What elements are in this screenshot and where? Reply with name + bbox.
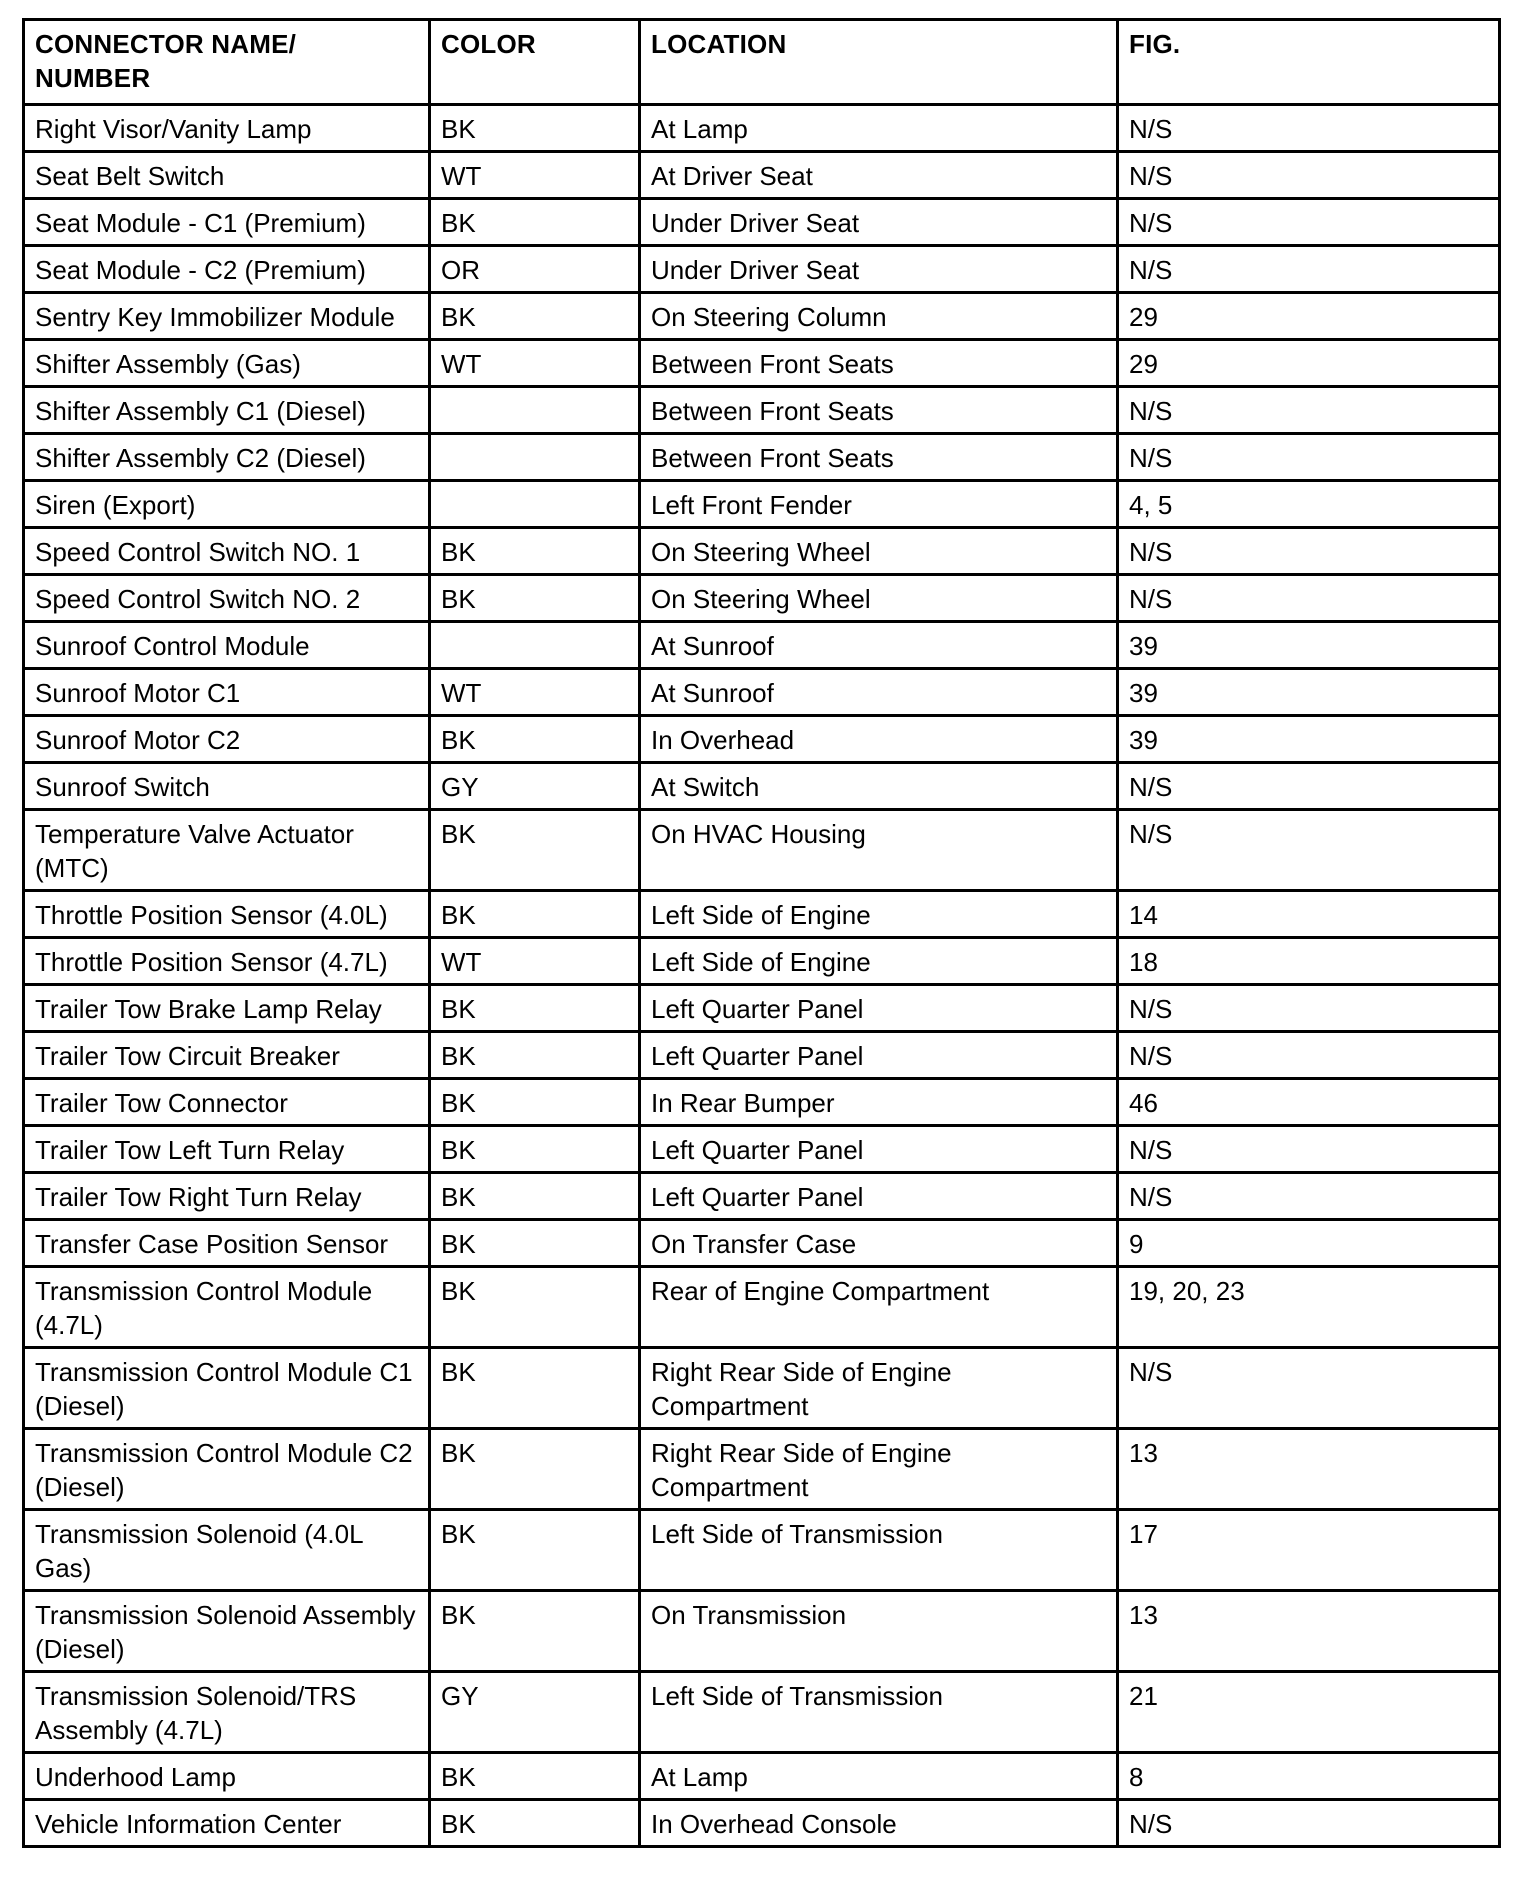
location-cell: In Rear Bumper — [640, 1079, 1118, 1126]
location-cell: At Sunroof — [640, 622, 1118, 669]
color-cell: WT — [430, 340, 640, 387]
document-page — [22, 18, 1498, 1848]
location-cell: On Steering Wheel — [640, 528, 1118, 575]
table-row — [24, 1267, 1500, 1348]
fig-cell: N/S — [1118, 246, 1500, 293]
fig-cell: N/S — [1118, 810, 1500, 891]
location-cell: Left Side of Transmission — [640, 1510, 1118, 1591]
color-cell: GY — [430, 763, 640, 810]
color-cell: BK — [430, 985, 640, 1032]
location-cell: Left Quarter Panel — [640, 1173, 1118, 1220]
location-cell: On Transfer Case — [640, 1220, 1118, 1267]
connector-name-cell: Sunroof Control Module — [24, 622, 430, 669]
connector-name-cell: Transmission Solenoid (4.0L Gas) — [24, 1510, 430, 1591]
table-row — [24, 1173, 1500, 1220]
connector-name-cell: Throttle Position Sensor (4.7L) — [24, 938, 430, 985]
table-row — [24, 669, 1500, 716]
color-cell: BK — [430, 810, 640, 891]
table-row — [24, 528, 1500, 575]
table-row — [24, 891, 1500, 938]
fig-cell: N/S — [1118, 1348, 1500, 1429]
location-cell: Under Driver Seat — [640, 246, 1118, 293]
connector-name-cell: Shifter Assembly (Gas) — [24, 340, 430, 387]
location-cell: In Overhead — [640, 716, 1118, 763]
fig-cell: N/S — [1118, 152, 1500, 199]
connector-name-cell: Transfer Case Position Sensor — [24, 1220, 430, 1267]
color-cell — [430, 434, 640, 481]
table-row — [24, 293, 1500, 340]
fig-cell: N/S — [1118, 763, 1500, 810]
color-cell: BK — [430, 1267, 640, 1348]
fig-cell: N/S — [1118, 434, 1500, 481]
color-cell — [430, 481, 640, 528]
connector-name-cell: Temperature Valve Actuator (MTC) — [24, 810, 430, 891]
table-row — [24, 1079, 1500, 1126]
connector-name-cell: Transmission Control Module C2 (Diesel) — [24, 1429, 430, 1510]
table-row — [24, 1348, 1500, 1429]
connector-name-cell: Right Visor/Vanity Lamp — [24, 105, 430, 152]
fig-cell: N/S — [1118, 105, 1500, 152]
header-location: LOCATION — [640, 20, 1118, 105]
connector-name-cell: Sunroof Switch — [24, 763, 430, 810]
fig-cell: 8 — [1118, 1753, 1500, 1800]
location-cell: Left Side of Transmission — [640, 1672, 1118, 1753]
location-cell: On HVAC Housing — [640, 810, 1118, 891]
fig-cell: 14 — [1118, 891, 1500, 938]
location-cell: Left Side of Engine — [640, 938, 1118, 985]
fig-cell: N/S — [1118, 199, 1500, 246]
connector-name-cell: Sunroof Motor C2 — [24, 716, 430, 763]
fig-cell: N/S — [1118, 985, 1500, 1032]
fig-cell: N/S — [1118, 1800, 1500, 1847]
fig-cell: 13 — [1118, 1429, 1500, 1510]
location-cell: Left Quarter Panel — [640, 985, 1118, 1032]
color-cell: WT — [430, 669, 640, 716]
header-row — [24, 20, 1500, 105]
color-cell: BK — [430, 293, 640, 340]
fig-cell: N/S — [1118, 1126, 1500, 1173]
connector-name-cell: Sentry Key Immobilizer Module — [24, 293, 430, 340]
color-cell: BK — [430, 1753, 640, 1800]
color-cell: BK — [430, 1591, 640, 1672]
color-cell: BK — [430, 1079, 640, 1126]
table-row — [24, 1510, 1500, 1591]
connector-name-cell: Transmission Control Module (4.7L) — [24, 1267, 430, 1348]
fig-cell: 39 — [1118, 716, 1500, 763]
fig-cell: N/S — [1118, 1173, 1500, 1220]
location-cell: Left Front Fender — [640, 481, 1118, 528]
color-cell: BK — [430, 105, 640, 152]
color-cell: BK — [430, 1126, 640, 1173]
location-cell: At Driver Seat — [640, 152, 1118, 199]
location-cell: Between Front Seats — [640, 387, 1118, 434]
color-cell: BK — [430, 199, 640, 246]
fig-cell: 21 — [1118, 1672, 1500, 1753]
table-row — [24, 481, 1500, 528]
connector-name-cell: Sunroof Motor C1 — [24, 669, 430, 716]
connector-name-cell: Vehicle Information Center — [24, 1800, 430, 1847]
fig-cell: 19, 20, 23 — [1118, 1267, 1500, 1348]
color-cell: BK — [430, 1510, 640, 1591]
color-cell: OR — [430, 246, 640, 293]
location-cell: Left Quarter Panel — [640, 1126, 1118, 1173]
table-row — [24, 340, 1500, 387]
fig-cell: N/S — [1118, 528, 1500, 575]
connector-name-cell: Trailer Tow Circuit Breaker — [24, 1032, 430, 1079]
color-cell: BK — [430, 575, 640, 622]
location-cell: Between Front Seats — [640, 434, 1118, 481]
fig-cell: N/S — [1118, 1032, 1500, 1079]
table-row — [24, 387, 1500, 434]
connector-name-cell: Transmission Control Module C1 (Diesel) — [24, 1348, 430, 1429]
table-row — [24, 1753, 1500, 1800]
table-row — [24, 622, 1500, 669]
color-cell: BK — [430, 1348, 640, 1429]
connector-name-cell: Speed Control Switch NO. 2 — [24, 575, 430, 622]
location-cell: Under Driver Seat — [640, 199, 1118, 246]
connector-name-cell: Seat Module - C2 (Premium) — [24, 246, 430, 293]
color-cell: WT — [430, 152, 640, 199]
connector-name-cell: Speed Control Switch NO. 1 — [24, 528, 430, 575]
location-cell: On Steering Wheel — [640, 575, 1118, 622]
connector-name-cell: Siren (Export) — [24, 481, 430, 528]
table-row — [24, 105, 1500, 152]
fig-cell: 13 — [1118, 1591, 1500, 1672]
table-row — [24, 246, 1500, 293]
table-row — [24, 1126, 1500, 1173]
connector-name-cell: Shifter Assembly C2 (Diesel) — [24, 434, 430, 481]
color-cell: BK — [430, 716, 640, 763]
table-body — [24, 105, 1500, 1847]
color-cell: BK — [430, 1173, 640, 1220]
connector-name-cell: Seat Belt Switch — [24, 152, 430, 199]
fig-cell: N/S — [1118, 387, 1500, 434]
location-cell: At Switch — [640, 763, 1118, 810]
connector-name-cell: Transmission Solenoid/TRS Assembly (4.7L) — [24, 1672, 430, 1753]
connector-name-cell: Seat Module - C1 (Premium) — [24, 199, 430, 246]
table-row — [24, 575, 1500, 622]
location-cell: At Sunroof — [640, 669, 1118, 716]
table-row — [24, 199, 1500, 246]
header-color: COLOR — [430, 20, 640, 105]
color-cell: BK — [430, 1032, 640, 1079]
fig-cell: 17 — [1118, 1510, 1500, 1591]
connector-name-cell: Transmission Solenoid Assembly (Diesel) — [24, 1591, 430, 1672]
location-cell: Right Rear Side of Engine Compartment — [640, 1348, 1118, 1429]
fig-cell: 46 — [1118, 1079, 1500, 1126]
location-cell: On Steering Column — [640, 293, 1118, 340]
fig-cell: N/S — [1118, 575, 1500, 622]
fig-cell: 4, 5 — [1118, 481, 1500, 528]
location-cell: Left Side of Engine — [640, 891, 1118, 938]
connector-name-cell: Trailer Tow Brake Lamp Relay — [24, 985, 430, 1032]
color-cell — [430, 622, 640, 669]
location-cell: At Lamp — [640, 105, 1118, 152]
location-cell: Rear of Engine Compartment — [640, 1267, 1118, 1348]
table-row — [24, 1429, 1500, 1510]
table-row — [24, 938, 1500, 985]
header-connector-name: CONNECTOR NAME/ NUMBER — [24, 20, 430, 105]
fig-cell: 29 — [1118, 340, 1500, 387]
connector-table — [22, 18, 1501, 1848]
connector-name-cell: Underhood Lamp — [24, 1753, 430, 1800]
location-cell: Left Quarter Panel — [640, 1032, 1118, 1079]
fig-cell: 18 — [1118, 938, 1500, 985]
color-cell: BK — [430, 528, 640, 575]
fig-cell: 9 — [1118, 1220, 1500, 1267]
color-cell: BK — [430, 1220, 640, 1267]
location-cell: Right Rear Side of Engine Compartment — [640, 1429, 1118, 1510]
location-cell: Between Front Seats — [640, 340, 1118, 387]
color-cell: BK — [430, 891, 640, 938]
connector-name-cell: Trailer Tow Connector — [24, 1079, 430, 1126]
color-cell: BK — [430, 1429, 640, 1510]
color-cell: BK — [430, 1800, 640, 1847]
location-cell: At Lamp — [640, 1753, 1118, 1800]
table-row — [24, 152, 1500, 199]
table-row — [24, 1220, 1500, 1267]
table-row — [24, 1032, 1500, 1079]
table-row — [24, 810, 1500, 891]
color-cell: GY — [430, 1672, 640, 1753]
header-fig: FIG. — [1118, 20, 1500, 105]
table-row — [24, 763, 1500, 810]
color-cell: WT — [430, 938, 640, 985]
fig-cell: 39 — [1118, 622, 1500, 669]
table-row — [24, 716, 1500, 763]
connector-name-cell: Trailer Tow Left Turn Relay — [24, 1126, 430, 1173]
fig-cell: 39 — [1118, 669, 1500, 716]
table-row — [24, 985, 1500, 1032]
connector-name-cell: Shifter Assembly C1 (Diesel) — [24, 387, 430, 434]
color-cell — [430, 387, 640, 434]
location-cell: On Transmission — [640, 1591, 1118, 1672]
table-row — [24, 434, 1500, 481]
connector-name-cell: Trailer Tow Right Turn Relay — [24, 1173, 430, 1220]
location-cell: In Overhead Console — [640, 1800, 1118, 1847]
table-row — [24, 1800, 1500, 1847]
table-row — [24, 1591, 1500, 1672]
connector-name-cell: Throttle Position Sensor (4.0L) — [24, 891, 430, 938]
table-row — [24, 1672, 1500, 1753]
fig-cell: 29 — [1118, 293, 1500, 340]
